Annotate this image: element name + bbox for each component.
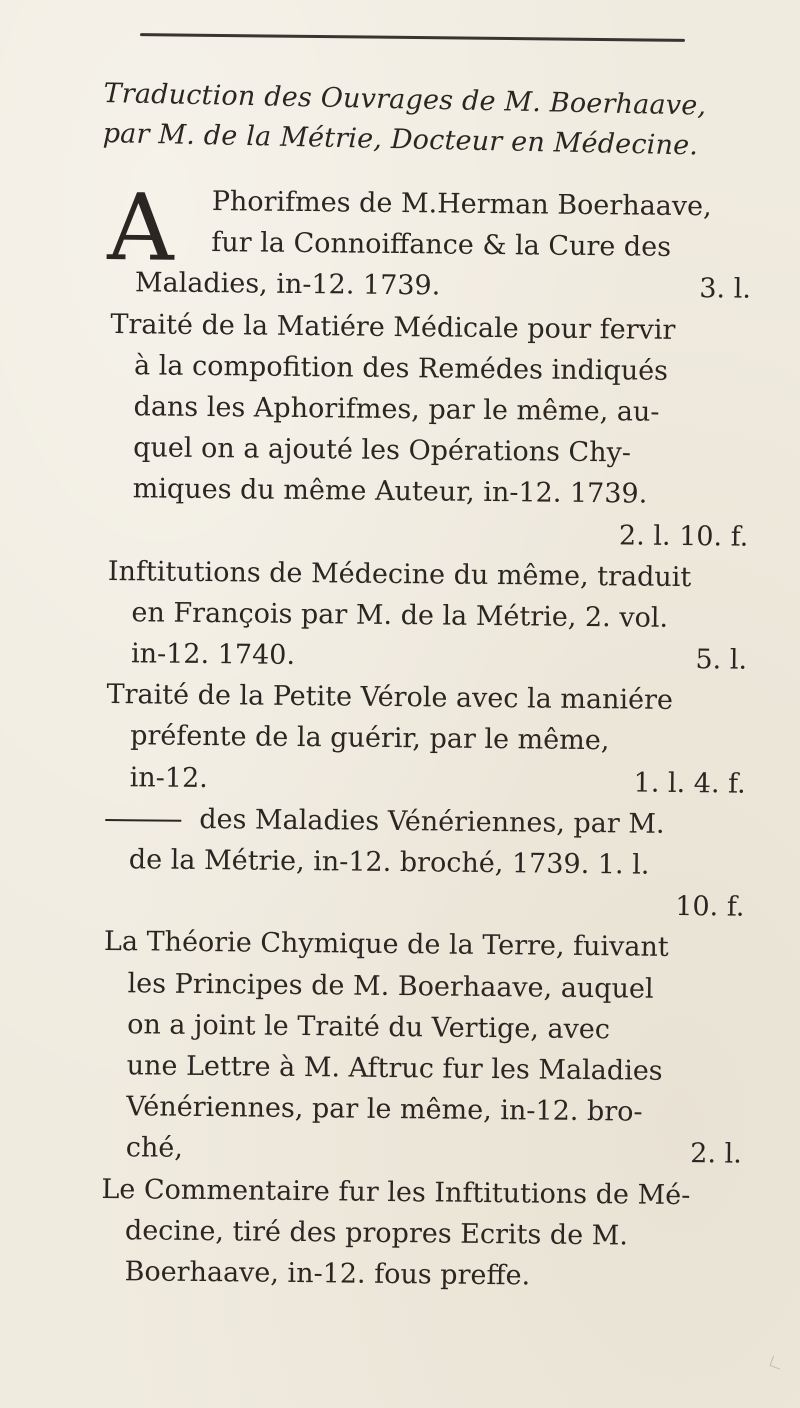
entry-line: ché, 2. l. [125,1132,742,1170]
entry-line: Inftitutions de Médecine du même, traduit [107,555,692,593]
entry-price: 2. l. 10. f. [618,519,749,553]
entry-line: Le Commentaire fur les Inftitutions de Mé- [101,1173,691,1211]
entry-line: dans les Aphorifmes, par le même, au- [133,391,660,428]
entry-line: des Maladies Vénériennes, par M. [105,798,745,846]
entry-line: in-12. 1. l. 4. f. [129,761,746,800]
entry-line: une Lettre à M. Aftruc fur les Maladies [126,1050,663,1087]
entry-matiere-medicale [108,304,751,558]
ditto-dash [105,819,181,822]
entry-price: 10. f. [675,891,745,923]
entry-line: Phorifmes de M.Herman Boerhaave, [211,186,712,223]
entry-line: decine, tiré des propres Ecrits de M. [124,1214,629,1252]
entry-line: Traité de la Petite Vérole avec la maniére [106,679,674,717]
entry-line: on a joint le Traité du Vertige, avec [126,1008,611,1046]
entry-line: in-12. 1740. 5. l. [130,638,748,676]
entry-commentaire [100,1168,741,1298]
entry-institutions [107,551,748,681]
entry-line: fur la Connoiffance & la Cure des [211,227,672,264]
header-line-2: par M. de la Métrie, Docteur en Médecine. [102,117,699,162]
entry-theorie-chymique [102,921,745,1175]
entry-maladies-veneriennes [104,798,745,928]
header-line-1: Traduction des Ouvrages de M. Boerhaave, [103,77,707,122]
entry-line: à la compofition des Remédes indiqués [133,349,669,387]
entry-line: de la Métrie, in-12. broché, 1739. 1. l. [128,844,650,881]
entry-line: préfente de la guérir, par le même, [130,720,610,757]
drop-cap: A [106,173,175,282]
entry-line: Boerhaave, in-12. fous preffe. [124,1256,531,1292]
paper-crease [769,1355,783,1369]
top-rule [140,33,685,42]
entry-line: les Principes de M. Boerhaave, auquel [127,967,654,1005]
entry-line: Traité de la Matiére Médicale pour fervir [110,308,676,346]
entry-petite-verole [106,674,747,804]
entry-line: Maladies, in-12. 1739. 3. l. [134,267,752,306]
entry-aphorismes [106,173,752,310]
entry-line: Vénériennes, par le même, in-12. bro- [126,1091,643,1128]
page-header [102,74,724,167]
entry-line: en François par M. de la Métrie, 2. vol. [131,597,669,634]
entry-line: miques du même Auteur, in-12. 1739. [132,473,648,510]
entry-line: La Théorie Chymique de la Terre, fuivant [103,926,669,964]
entry-line: quel on a ajouté les Opérations Chy- [133,432,632,469]
book-list [100,173,752,1299]
